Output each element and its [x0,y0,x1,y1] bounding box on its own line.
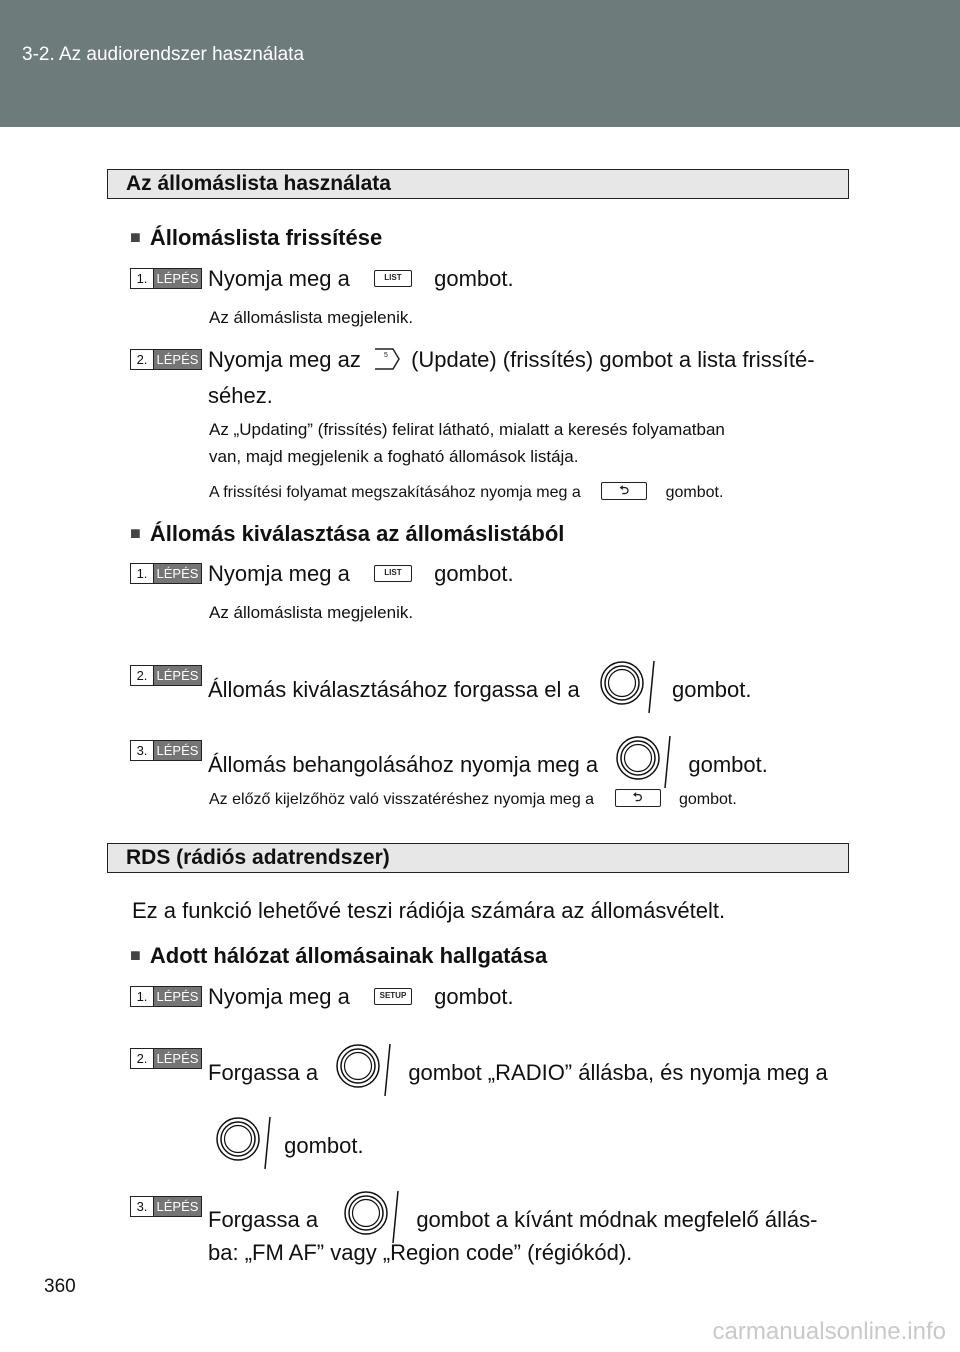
header-title: 3-2. Az audiorendszer használata [22,44,305,65]
list-button-icon: LIST [374,565,412,582]
step-word: LÉPÉS [154,564,201,583]
square-bullet-icon: ■ [130,945,141,965]
subheading-text: Állomáslista frissítése [149,225,383,250]
step-text-after: gombot. [688,751,768,777]
square-bullet-icon: ■ [130,523,141,543]
step-text [208,984,514,1010]
subheading-list-refresh [130,225,382,251]
step-word: LÉPÉS [154,269,201,288]
note-text-before: A frissítési folyamat megszakításához nyomja meg a [209,484,581,502]
five-label: 5 [383,352,388,360]
step-number: 3. [131,1197,154,1216]
tune-knob-icon [614,734,674,790]
tune-knob-icon [598,659,658,715]
step-text-after: (Update) (frissítés) gombot a lista frissíté- [411,347,815,372]
step-word: LÉPÉS [154,1197,201,1216]
step-text-after: gombot „RADIO” állásba, és nyomja meg a [408,1059,828,1085]
step-word: LÉPÉS [154,350,201,369]
page-number: 360 [44,1276,76,1297]
step-badge [130,1196,202,1217]
step-text-before: Nyomja meg a [208,561,350,586]
step-word: LÉPÉS [154,666,201,685]
step-badge [130,563,202,584]
section-title-rds: RDS (rádiós adatrendszer) [107,843,849,873]
step-number: 1. [131,564,154,583]
back-button-icon: ⮌ [615,789,661,807]
step-text-continuation [214,1119,364,1175]
step-text-before: Állomás behangolásához nyomja meg a [208,751,599,777]
step-badge [130,1048,202,1069]
tune-knob-icon [214,1115,274,1171]
step-note [209,791,737,809]
step-text-before: Állomás kiválasztásához forgassa el a [208,676,580,702]
setup-button-icon: SETUP [374,988,412,1005]
subheading-network-stations [130,943,547,969]
step-number: 1. [131,269,154,288]
step-text [208,663,751,719]
step-word: LÉPÉS [154,1049,201,1068]
step-badge [130,740,202,761]
update-preset-button-icon [373,346,401,372]
step-text [208,347,815,374]
step-number: 3. [131,741,154,760]
subheading-text: Adott hálózat állomásainak hallgatása [149,943,548,968]
step-badge [130,665,202,686]
step-badge [130,349,202,370]
step-number: 2. [131,1049,154,1068]
step-text-before: Nyomja meg a [208,266,350,291]
subheading-station-select [130,521,564,547]
step-text [208,738,768,794]
subheading-text: Állomás kiválasztása az állomáslistából [149,521,565,546]
step-note [209,484,723,502]
step-note: Az állomáslista megjelenik. [209,308,414,327]
step-badge [130,268,202,289]
page-header [0,0,960,127]
step-text [208,561,514,587]
step-text [208,1046,828,1102]
step-number: 2. [131,350,154,369]
list-button-icon: LIST [374,270,412,287]
step-note: Az „Updating” (frissítés) felirat látható, mialatt a keresés folyamatban [209,420,725,439]
step-text-continuation: séhez. [208,383,273,408]
section-intro: Ez a funkció lehetővé teszi rádiója számára az állomásvételt. [132,898,726,923]
step-text-after: gombot. [671,676,752,702]
watermark: carmanualsonline.info [712,1318,946,1345]
step-text-after: gombot. [434,266,514,291]
step-badge [130,986,202,1007]
step-text-before: Forgassa a [208,1059,319,1085]
note-text-after: gombot. [665,484,724,502]
note-text-after: gombot. [678,791,737,809]
step-text-after: gombot a kívánt módnak megfelelő állás- [416,1206,818,1232]
tune-knob-icon [334,1042,394,1098]
step-word: LÉPÉS [154,741,201,760]
step-text-after: gombot. [284,1132,364,1158]
step-text-before: Nyomja meg az [208,347,361,372]
step-number: 2. [131,666,154,685]
step-note: Az állomáslista megjelenik. [209,603,414,622]
step-note: van, majd megjelenik a fogható állomások listája. [209,447,579,466]
note-text-before: Az előző kijelzőhöz való visszatéréshez nyomja meg a [209,791,595,809]
tune-knob-icon [342,1189,402,1245]
square-bullet-icon: ■ [130,227,141,247]
step-text [208,266,514,292]
step-text-continuation: ba: „FM AF” vagy „Region code” (régiókód). [208,1240,633,1265]
step-text-after: gombot. [434,561,514,586]
step-number: 1. [131,987,154,1006]
step-text-before: Nyomja meg a [208,984,350,1009]
step-word: LÉPÉS [154,987,201,1006]
step-text-after: gombot. [434,984,514,1009]
back-button-icon: ⮌ [601,482,647,500]
section-title-station-list: Az állomáslista használata [107,169,849,199]
step-text-before: Forgassa a [208,1206,319,1232]
